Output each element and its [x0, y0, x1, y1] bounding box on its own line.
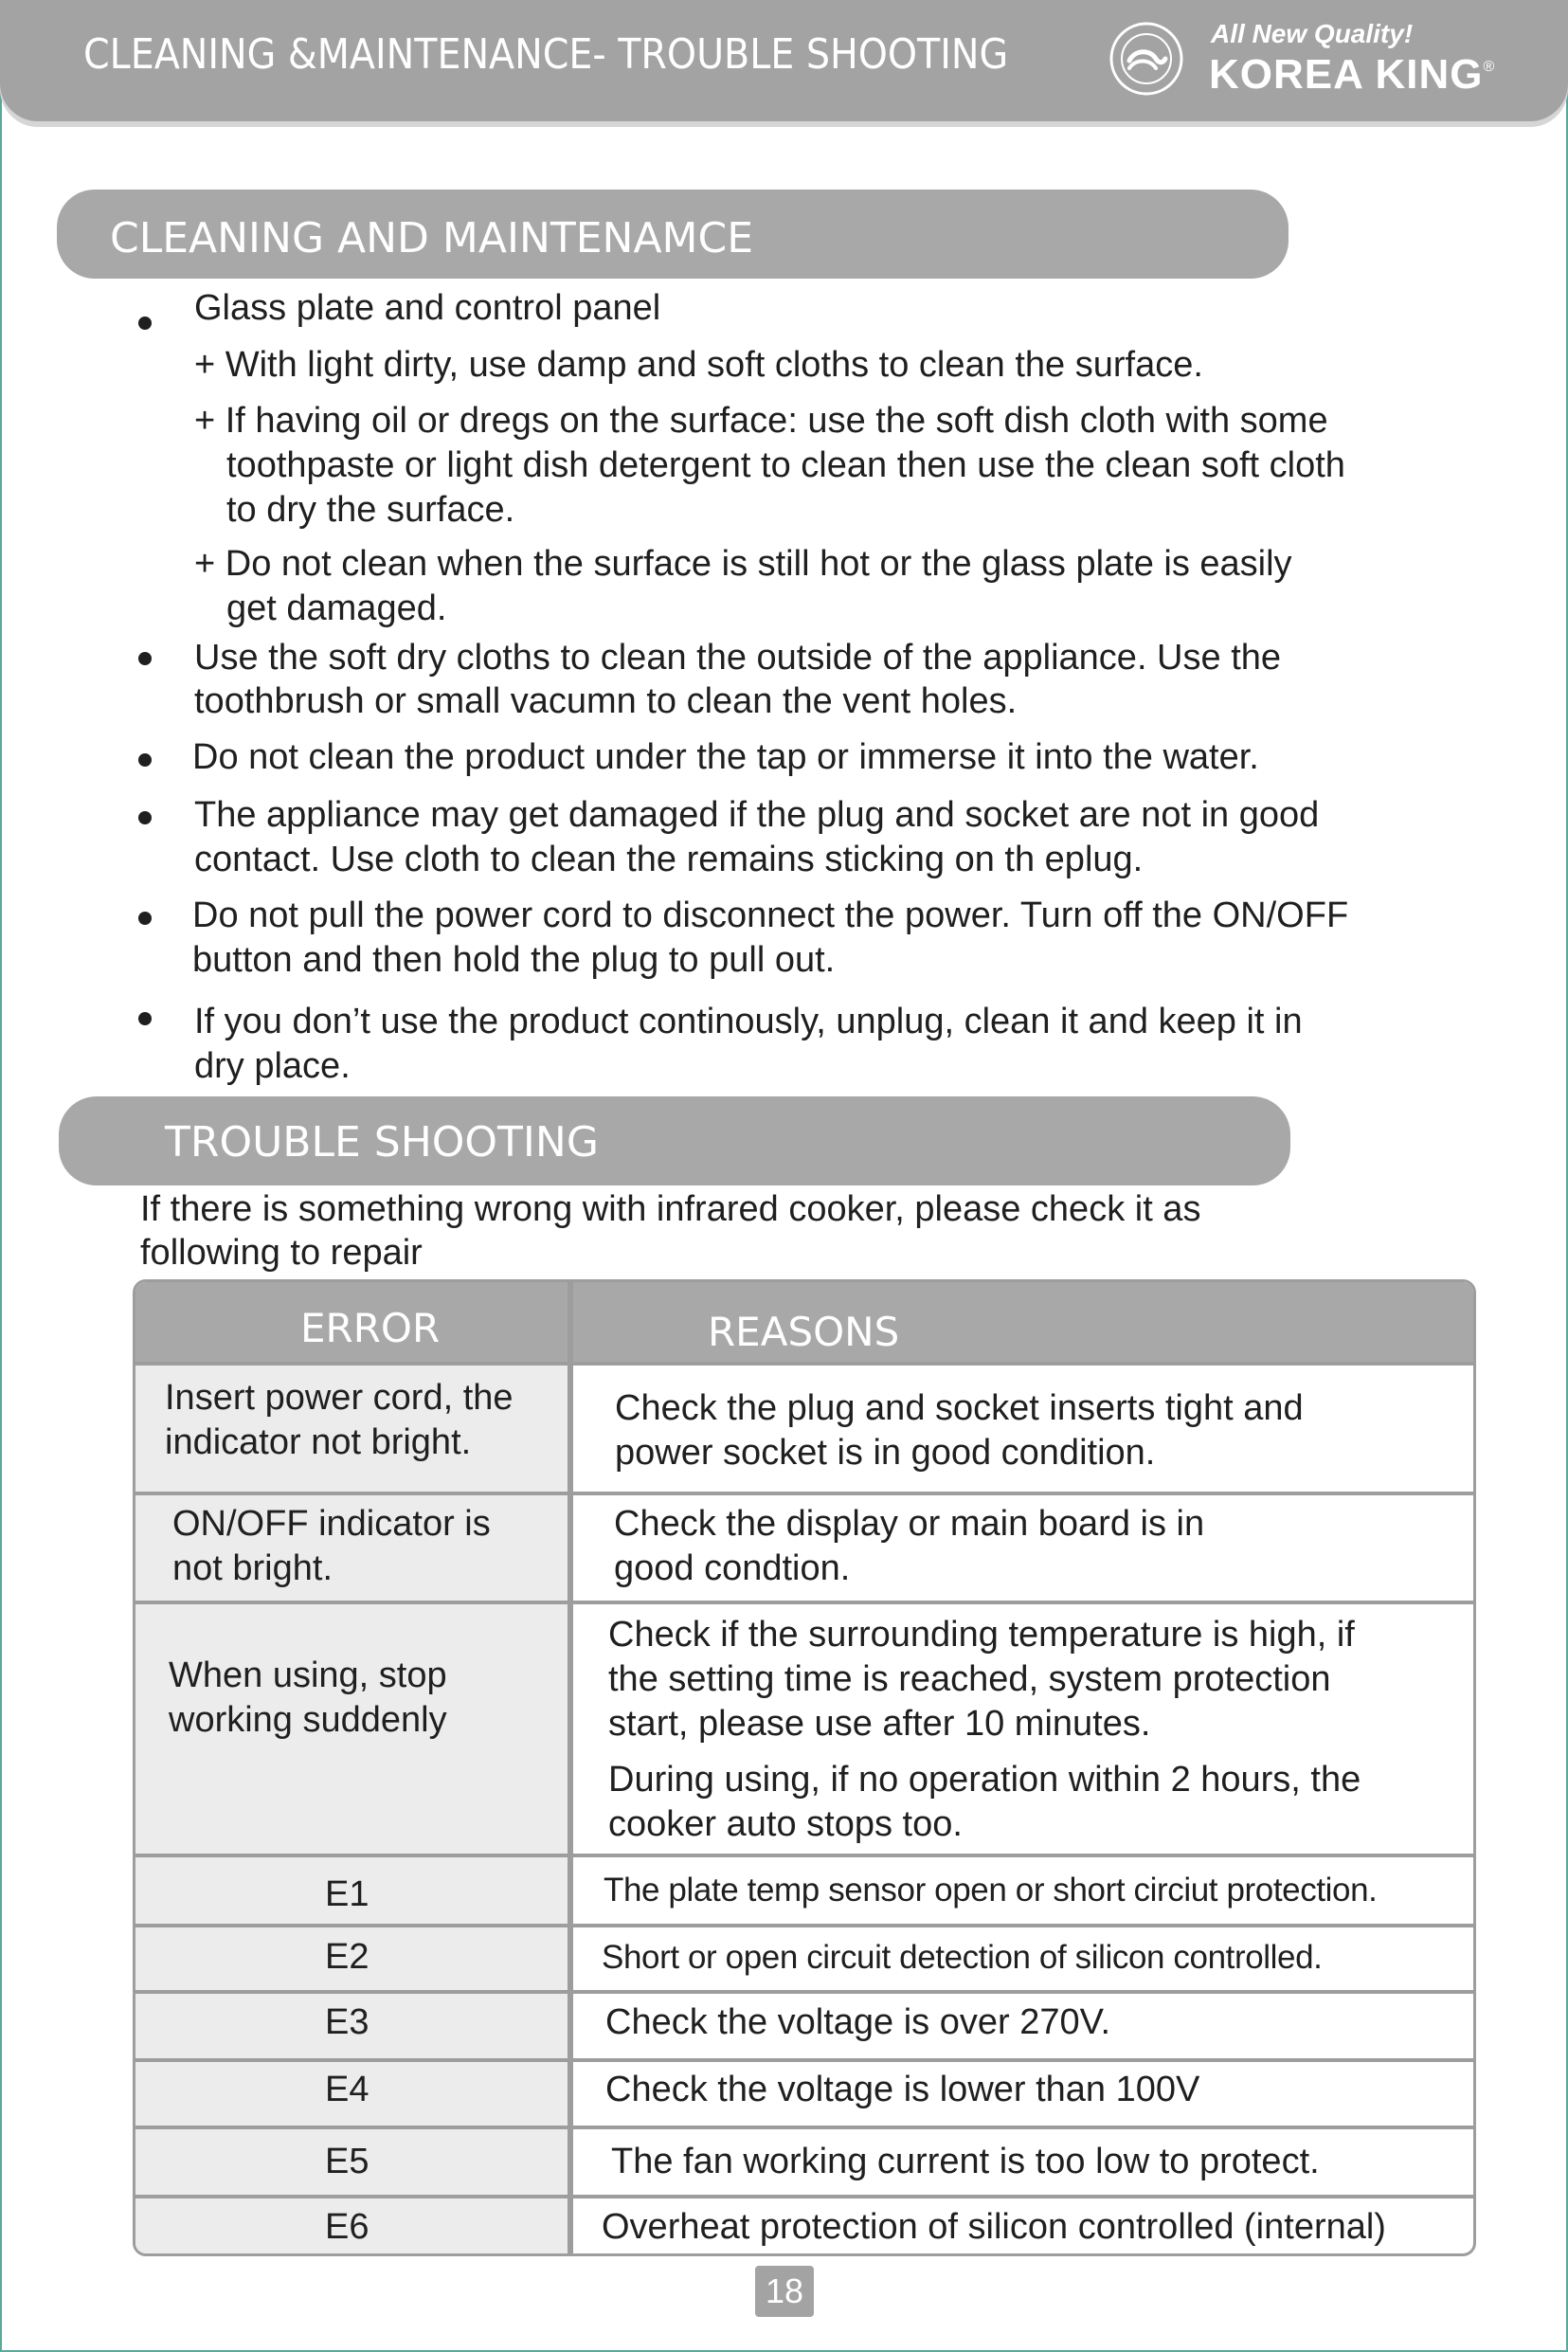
reason-cell: Check the display or main board is in	[614, 1504, 1205, 1544]
cleaning-subitem-cont: get damaged.	[226, 588, 447, 628]
header-title: CLEANING &MAINTENANCE- TROUBLE SHOOTING	[83, 30, 1009, 79]
row-divider	[135, 2195, 1473, 2198]
cleaning-item: Use the soft dry cloths to clean the outside of the appliance. Use the	[194, 638, 1282, 678]
error-cell: working suddenly	[169, 1700, 447, 1740]
brand-tagline: All New Quality!	[1211, 19, 1414, 48]
error-code-e4: E4	[325, 2070, 369, 2109]
error-code-e5: E5	[325, 2142, 369, 2181]
trouble-section-title: TROUBLE SHOOTING	[165, 1118, 599, 1167]
row-divider	[135, 1990, 1473, 1994]
error-code-e2: E2	[325, 1937, 369, 1977]
error-code-e1: E1	[325, 1874, 369, 1914]
error-cell: indicator not bright.	[165, 1422, 472, 1462]
page-number: 18	[765, 2271, 804, 2310]
cleaning-subitem-cont: toothpaste or light dish detergent to clean then use the clean soft cloth	[226, 445, 1345, 485]
cleaning-item: Do not clean the product under the tap or immerse it into the water.	[192, 737, 1259, 777]
reason-cell: The fan working current is too low to protect.	[611, 2142, 1320, 2181]
row-divider	[135, 2126, 1473, 2129]
reason-cell: Short or open circuit detection of silicon controlled.	[602, 1939, 1323, 1976]
row-divider	[135, 2058, 1473, 2062]
cleaning-subitem-cont: to dry the surface.	[226, 490, 515, 530]
reason-cell: The plate temp sensor open or short circiut protection.	[604, 1872, 1378, 1909]
error-cell: ON/OFF indicator is	[172, 1504, 491, 1544]
cleaning-subitem: + With light dirty, use damp and soft cloths to clean the surface.	[194, 345, 1203, 385]
cleaning-item-cont: toothbrush or small vacumn to clean the vent holes.	[194, 681, 1018, 721]
row-divider	[135, 1854, 1473, 1857]
cleaning-subitem: + If having oil or dregs on the surface: use the soft dish cloth with some	[194, 401, 1328, 441]
reason-cell: Overheat protection of silicon controlled (internal)	[602, 2207, 1386, 2247]
brand-seal-icon	[1108, 21, 1184, 97]
reason-cell: Check the voltage is over 270V.	[605, 2002, 1111, 2042]
reason-cell: good condtion.	[614, 1548, 851, 1588]
error-cell: not bright.	[172, 1548, 333, 1588]
cleaning-item-cont: contact. Use cloth to clean the remains sticking on th eplug.	[194, 840, 1144, 879]
column-header-error: ERROR	[300, 1305, 441, 1351]
cleaning-item: The appliance may get damaged if the plug and socket are not in good	[194, 795, 1320, 835]
reason-cell: Check the voltage is lower than 100V	[605, 2070, 1200, 2109]
cleaning-item: Do not pull the power cord to disconnect the power. Turn off the ON/OFF	[192, 896, 1349, 935]
bullet-icon	[138, 753, 152, 767]
row-divider	[135, 1601, 1473, 1604]
cleaning-section-title: CLEANING AND MAINTENAMCE	[110, 214, 754, 262]
cleaning-subitem: + Do not clean when the surface is still hot or the glass plate is easily	[194, 544, 1292, 584]
reason-cell: power socket is in good condition.	[615, 1433, 1156, 1473]
cleaning-item: Glass plate and control panel	[194, 288, 661, 328]
error-cell: When using, stop	[169, 1655, 447, 1695]
reason-cell: the setting time is reached, system protection	[608, 1659, 1331, 1699]
reason-cell: start, please use after 10 minutes.	[608, 1704, 1151, 1744]
error-code-e3: E3	[325, 2002, 369, 2042]
cleaning-item-cont: dry place.	[194, 1046, 351, 1086]
reason-cell: Check the plug and socket inserts tight and	[615, 1388, 1304, 1428]
bullet-icon	[138, 912, 152, 925]
row-divider	[135, 1924, 1473, 1927]
column-divider	[568, 1282, 573, 2253]
cleaning-item-cont: button and then hold the plug to pull out.	[192, 940, 836, 980]
row-divider	[135, 1492, 1473, 1495]
trouble-table	[133, 1279, 1476, 2256]
trouble-intro: If there is something wrong with infrared cooker, please check it as	[140, 1189, 1201, 1229]
error-column-bg	[135, 1364, 569, 2256]
brand-name	[1209, 51, 1495, 99]
brand-name-text: KOREA KING	[1209, 51, 1484, 98]
reason-cell: Check if the surrounding temperature is high, if	[608, 1615, 1355, 1655]
page-number-badge	[755, 2266, 814, 2317]
reason-cell: During using, if no operation within 2 hours, the	[608, 1760, 1361, 1800]
bullet-icon	[138, 811, 152, 824]
cleaning-item: If you don’t use the product continously, unplug, clean it and keep it in	[194, 1002, 1303, 1041]
row-divider	[135, 1362, 1473, 1366]
reason-cell: cooker auto stops too.	[608, 1804, 963, 1844]
column-header-reasons: REASONS	[708, 1309, 900, 1355]
page-header	[0, 0, 1568, 121]
brand-logo	[1108, 15, 1506, 100]
bullet-icon	[138, 652, 152, 665]
registered-mark: ®	[1483, 59, 1496, 75]
error-code-e6: E6	[325, 2207, 369, 2247]
trouble-intro-cont: following to repair	[140, 1233, 423, 1273]
bullet-icon	[138, 1012, 152, 1025]
error-cell: Insert power cord, the	[165, 1378, 514, 1418]
bullet-icon	[138, 317, 152, 330]
